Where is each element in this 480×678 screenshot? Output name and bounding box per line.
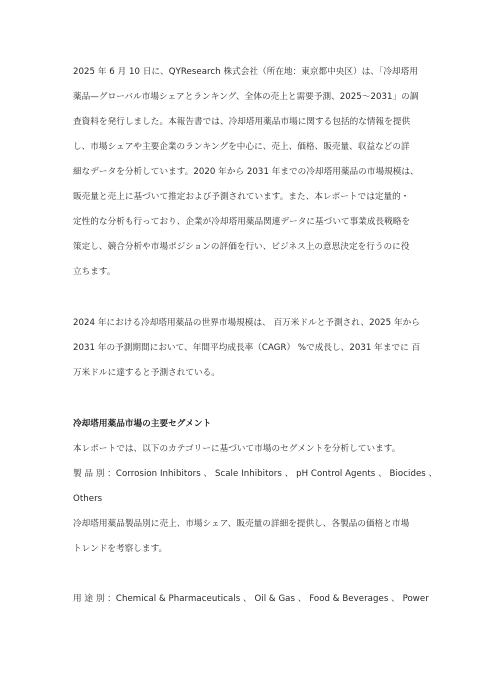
product-detail-line-1: 冷却塔用薬品製品別に売上、市場シェア、販売量の詳細を提供し、各製品の価格と市場 xyxy=(73,519,410,529)
intro-line-6: 販売量と売上に基づいて推定および予測されています。また、本レポートでは定量的・ xyxy=(73,192,410,202)
market-line-2: 2031 年の予測期間において、年間平均成長率（CAGR） %で成長し、2031 年までに 百 xyxy=(73,343,421,353)
intro-line-7: 定性的な分析も行っており、企業が冷却塔用薬品関連データに基づいて事業成長戦略を xyxy=(73,217,411,227)
by-product-line-2: Others xyxy=(73,494,103,504)
section-intro: 本レポートでは、以下のカテゴリーに基づいて市場のセグメントを分析しています。 xyxy=(73,444,401,454)
market-line-1: 2024 年における冷却塔用薬品の世界市場規模は、 百万米ドルと予測され、2025 年から xyxy=(73,318,420,328)
intro-line-8: 策定し、競合分析や市場ポジションの評価を行い、ビジネス上の意思決定を行うのに役 xyxy=(73,242,410,252)
section-heading: 冷却塔用薬品市場の主要セグメント xyxy=(73,419,212,429)
market-line-3: 万米ドルに達すると予測されている。 xyxy=(73,368,220,378)
intro-line-3: 査資料を発行しました。本報告書では、冷却塔用薬品市場に関する包括的な情報を提供 xyxy=(73,117,411,127)
intro-line-5: 細なデータを分析しています。2020 年から 2031 年までの冷却塔用薬品の市場規模は、 xyxy=(73,167,419,177)
by-product-line-1: 製 品 別 ：Corrosion Inhibitors 、 Scale Inhibitors 、 pH Control Agents 、 Biocides 、 xyxy=(73,469,438,479)
intro-line-4: し、市場シェアや主要企業のランキングを中心に、売上、価格、販売量、収益などの詳 xyxy=(73,142,410,152)
intro-line-9: 立ちます。 xyxy=(73,267,116,277)
by-application-line-1: 用 途 別 ：Chemical & Pharmaceuticals 、 Oil & Gas 、 Food & Beverages 、 Power xyxy=(73,594,429,604)
product-detail-line-2: トレンドを考察します。 xyxy=(73,544,168,554)
intro-line-2: 薬品—グローバル市場シェアとランキング、全体の売上と需要予測、2025～2031」の調 xyxy=(73,92,419,102)
intro-line-1: 2025 年 6 月 10 日に、QYResearch 株式会社（所在地：東京都中央区）は、「冷却塔用 xyxy=(73,67,418,77)
